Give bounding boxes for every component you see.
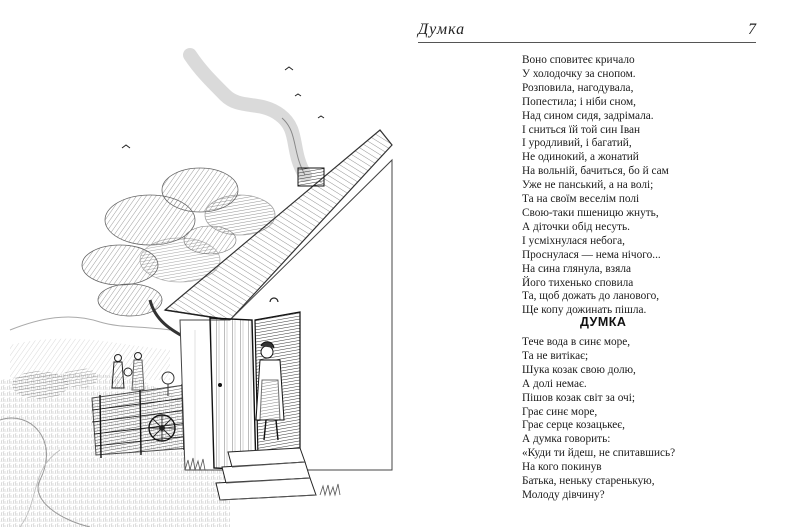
poem-line: На кого покинув — [522, 461, 602, 474]
poem-line: Та не витікає; — [522, 349, 589, 362]
poem-line: Попестила; і ніби сном, — [522, 95, 636, 108]
poem-line: Батька, неньку старенькую, — [522, 475, 655, 488]
bird — [285, 67, 293, 70]
poem-dumka — [522, 336, 675, 503]
poem-line: Проснулася — нема нічого... — [522, 248, 661, 261]
poem-line: І усміхнулася небога, — [522, 234, 625, 247]
open-door — [210, 318, 256, 470]
running-header — [418, 20, 756, 43]
poem-line: Грає серце козацькеє, — [522, 419, 625, 432]
distant-hills — [10, 317, 170, 330]
poem-line: Свою-таки пшеницю жнуть, — [522, 206, 659, 219]
poem-line: Грає синє море, — [522, 405, 598, 418]
poem-line: Пішов козак світ за очі; — [522, 391, 636, 404]
section-title: ДУМКА — [580, 315, 627, 329]
poem-line: А долі немає. — [522, 377, 587, 390]
poem-line: Шука козак свою долю, — [522, 363, 636, 376]
poem-line: Ще копу дожинать пішла. — [522, 304, 647, 317]
running-title: Думка — [418, 21, 466, 38]
bush — [12, 371, 68, 399]
poem-line: У холодочку за снопом. — [522, 67, 636, 80]
right-page — [400, 0, 800, 527]
poem-line: Уже не панський, а на волі; — [522, 179, 654, 192]
poem-line: Розповила, нагодувала, — [522, 81, 634, 94]
poem-line: А думка говорить: — [522, 433, 611, 446]
poem-line: «Куди ти йдеш, не спитавшись? — [522, 447, 676, 460]
page-number: 7 — [748, 21, 756, 38]
poem-line: Тече вода в синє море, — [522, 336, 631, 348]
poem-line: Та, щоб дожать до ланового, — [522, 290, 660, 303]
poem-line: На сина глянула, взяла — [522, 262, 631, 275]
poem-continuation — [522, 54, 669, 318]
chimney-smoke — [190, 55, 305, 175]
poem-line: Над сином сидя, задрімала. — [522, 109, 654, 122]
poem-line: Воно сповитеє кричало — [522, 54, 635, 66]
poem-line: І сниться їй той син Іван — [522, 123, 641, 136]
poem-line: І уродливий, і багатий, — [522, 137, 632, 150]
poem-line: Його тихенько сповила — [522, 276, 634, 289]
poem-line: На вольній, бачиться, бо й сам — [522, 165, 669, 178]
door-steps — [216, 448, 316, 500]
poem-line: Та на своїм веселім полі — [522, 193, 640, 206]
poem-line: А діточки обід несуть. — [522, 220, 630, 233]
poem-line: Молоду дівчину? — [522, 488, 605, 501]
poem-line: Не одинокий, а жонатий — [522, 151, 639, 164]
chimney — [298, 168, 324, 186]
